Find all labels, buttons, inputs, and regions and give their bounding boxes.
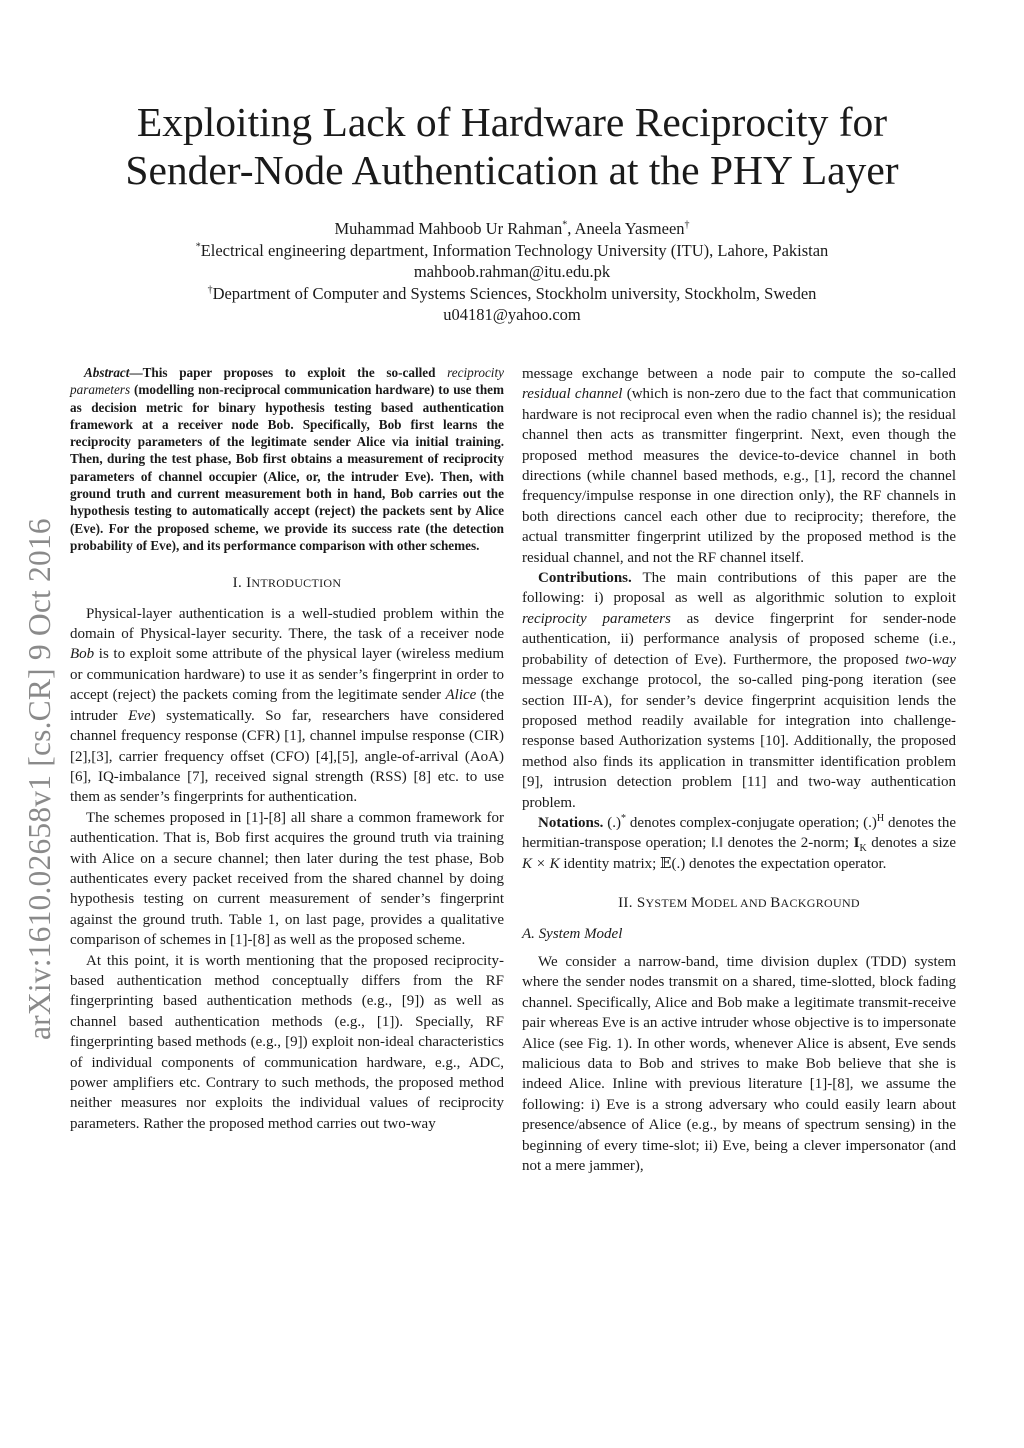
email-2[interactable]: u04181@yahoo.com [443,305,581,324]
intro-paragraph-2: The schemes proposed in [1]-[8] all share a common framework for authentication. That is, Bob first acquires the ground truth via training with Alice on a secure channel; then later during the test phase, Bob authenticates every packet received from the shared channel by doing hypothesis testing on current measurement of sender’s fingerprint against the ground truth. Table 1, on last page, provides a qualitative comparison of schemes in [1]-[8] as well as the proposed scheme. [70,809,504,949]
section-heading-system-model: II. SYSTEM MODEL AND BACKGROUND [618,895,860,912]
author-names: Muhammad Mahboob Ur Rahman*, Aneela Yasmeen† [334,219,690,238]
intro-paragraph-1: Physical-layer authentication is a well-studied problem within the domain of Physical-layer security. There, the task of a receiver node Bob is to exploit some attribute of the physical layer (wireless medium or communication hardware) to use it as sender’s fingerprint in order to accept (reject) the packets coming from the legitimate sender Alice (the intruder Eve) systematically. So far, researchers have considered channel frequency response (CFR) [1], channel impulse response (CIR) [2],[3], carrier frequency offset (CFO) [4],[5], angle-of-arrival (AoA) [6], IQ-imbalance [7], received signal strength (RSS) [8] etc. to use them as sender’s fingerprints for authentication. [70,605,505,806]
author-block [100,218,924,326]
affiliation-2: †Department of Computer and Systems Sciences, Stockholm university, Stockholm, Sweden [207,283,817,303]
email-1[interactable]: mahboob.rahman@itu.edu.pk [413,262,611,281]
title-line-2: Sender-Node Authentication at the PHY Layer [125,147,899,193]
intro-paragraph-3: At this point, it is worth mentioning that the proposed reciprocity-based authentication method conceptually differs from the RF fingerprinting based authentication methods (e.g., [9]) as well as channel based authentication methods (e.g., [1]). Specially, RF fingerprinting based methods (e.g., [9]) exploit non-ideal characteristics of individual components of communication hardware, e.g., ADC, power amplifiers etc. Contrary to such methods, the proposed method neither measures nor exploits the individual values of reciprocity parameters. Rather the proposed method carries out two-way [70,952,504,1132]
contributions-paragraph: Contributions. The main contributions of this paper are the following: i) proposal as well as algorithmic solution to exploit reciprocity parameters as device fingerprint for sender-node authentication, ii) performance analysis of proposed scheme (i.e., probability of detection of Eve). Furthermore, the proposed two-way message exchange protocol, the so-called ping-pong iteration (see section III-A), for sender’s device fingerprint acquisition lends the proposed method readily available for integration into challenge-response based Authorization systems [10]. Additionally, the proposed method also finds its application in transmitter identification problem [9], intrusion detection problem [11] and two-way authentication problem. [522,570,956,811]
affiliation-1: *Electrical engineering department, Information Technology University (ITU), Lahore, Pakistan [195,240,829,260]
residual-channel-paragraph: message exchange between a node pair to compute the so-called residual channel (which is non-zero due to the fact that communication hardware is not reciprocal even when the radio channel is); the residual channel then acts as transmitter fingerprint. Next, even though the proposed method measures the device-to-device channel in both directions (while channel based methods, e.g., [1], record the channel frequency/impulse response in one direction only), the RF channels in both directions cancel each other due to reciprocity; therefore, the actual transmitter fingerprint utilized by the proposed method is the residual channel, and not the RF channel itself. [522,366,957,566]
section-heading-introduction: I. INTRODUCTION [232,575,342,592]
subsection-heading-system-model: A. System Model [522,925,623,942]
paper-title [100,98,924,194]
right-column [522,364,956,1176]
arxiv-identifier-stamp: arXiv:1610.02658v1 [cs.CR] 9 Oct 2016 [22,518,57,1040]
abstract: Abstract—This paper proposes to exploit the so-called reciprocity parameters (modelling non-reciprocal communication hardware) to use them as decision metric for binary hypothesis testing based authentication framework at a receiver node Bob. Specifically, Bob first learns the reciprocity parameters of the legitimate sender Alice via initial training. Then, during the test phase, Bob first obtains a measurement of reciprocity parameters of channel occupier (Alice, or, the intruder Eve). Then, with ground truth and current measurement both in hand, Bob carries out the hypothesis testing to automatically accept (reject) the packets sent by Alice (Eve). For the proposed scheme, we provide its success rate (the detection probability of Eve), and its performance comparison with other schemes. [70,365,504,553]
system-model-paragraph: We consider a narrow-band, time division duplex (TDD) system where the sender nodes transmit on a shared, time-slotted, block fading channel. Specifically, Alice and Bob make a legitimate transmit-receive pair whereas Eve is an active intruder whose objective is to impersonate Alice (see Fig. 1). In other words, whenever Alice is absent, Eve sends malicious data to Bob and strives to make Bob believe that she is indeed Alice. Inline with previous literature [1]-[8], we assume the following: i) Eve is a strong adversary who could easily learn about presence/absence of Alice (e.g., by means of spectrum sensing) in the beginning of every time-slot; ii) Eve, being a clever impersonator (and not a mere jammer), [522,953,956,1175]
title-line-1: Exploiting Lack of Hardware Reciprocity for [136,99,888,145]
left-column [70,364,504,1134]
notations-paragraph: Notations. (.)* denotes complex-conjugate operation; (.)$^H$ denotes the hermitian-transpose operation; ‖.‖ denotes the 2-norm; $I_K$ denotes a size K × K identity matrix; 𝔼(.) denotes the expectation operator. [522,812,957,872]
